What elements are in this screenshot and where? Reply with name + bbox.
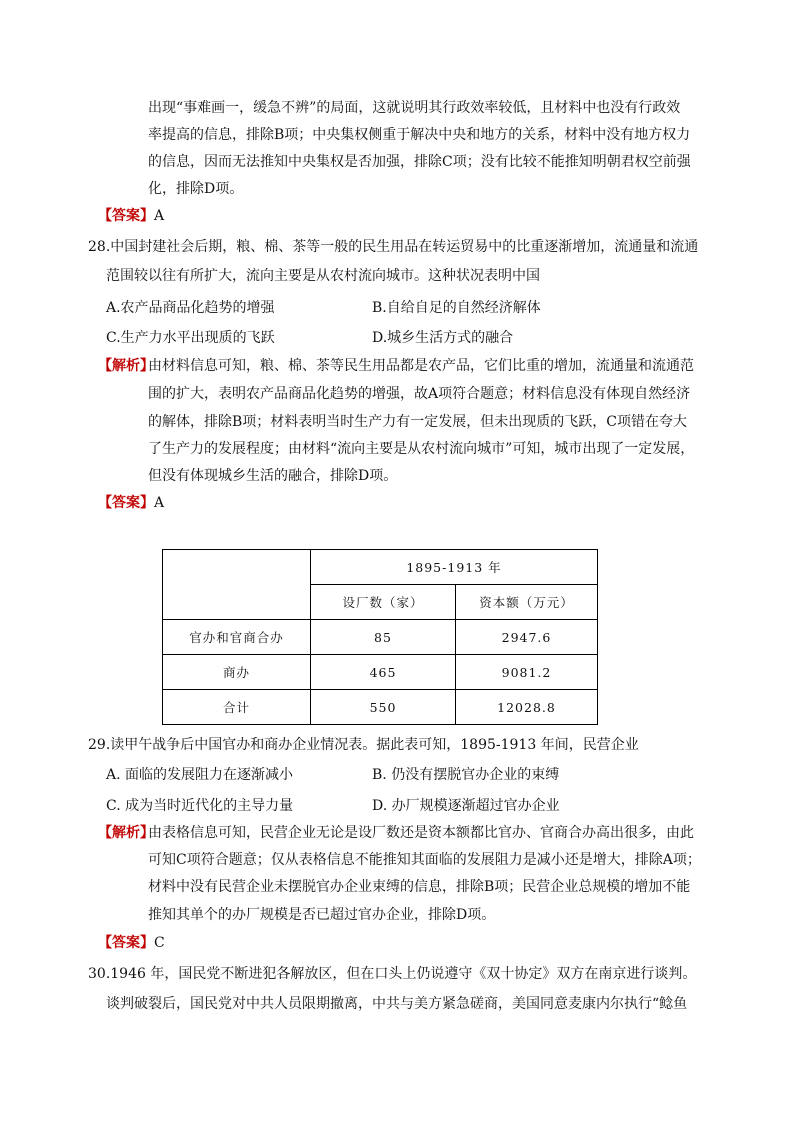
table-row <box>163 690 598 725</box>
analysis-tag: 【解析】 <box>98 825 154 841</box>
option-c: C. 成为当时近代化的主导力量 <box>106 798 294 814</box>
row-capital: 2947.6 <box>456 620 598 655</box>
analysis-line: 推知其单个的办厂规模是否已超过官办企业，排除D项。 <box>148 907 496 923</box>
answer-line <box>98 206 164 226</box>
option-d: D. 办厂规模逐渐超过官办企业 <box>372 798 560 814</box>
question-stem: 谈判破裂后，国民党对中共人员限期撤离，中共与美方紧急磋商，美国同意麦康内尔执行“鲶鱼 <box>106 996 688 1012</box>
analysis-line: 化，排除D项。 <box>148 181 244 197</box>
option-a: A.农产品商品化趋势的增强 <box>106 300 275 316</box>
option-b: B.自给自足的自然经济解体 <box>372 300 541 316</box>
table-col-capital: 资本额（万元） <box>456 585 598 620</box>
analysis-line: 了生产力的发展程度；由材料“流向主要是从农村流向城市”可知，城市出现了一定发展， <box>148 441 695 457</box>
analysis-line: 材料中没有民营企业未摆脱官办企业束缚的信息，排除B项；民营企业总规模的增加不能 <box>148 879 691 895</box>
question-stem: 30.1946 年，国民党不断进犯各解放区，但在口头上仍说遵守《双十协定》双方在南京进行谈判。 <box>88 966 697 982</box>
row-capital: 12028.8 <box>456 690 598 725</box>
analysis-line: 可知C项符合题意；仅从表格信息不能推知其面临的发展阻力是减小还是增大，排除A项； <box>148 852 701 868</box>
answer-value: A <box>154 208 165 224</box>
option-a: A. 面临的发展阻力在逐渐减小 <box>106 767 294 783</box>
row-label: 商办 <box>163 655 311 690</box>
answer-label: 【答案】 <box>98 495 154 511</box>
question-stem: 28.中国封建社会后期，粮、棉、茶等一般的民生用品在转运贸易中的比重逐渐增加，流通量和流通 <box>88 239 699 255</box>
row-factories: 465 <box>311 655 456 690</box>
enterprise-table <box>162 549 598 725</box>
row-factories: 85 <box>311 620 456 655</box>
answer-label: 【答案】 <box>98 208 154 224</box>
answer-line <box>98 493 164 513</box>
answer-value: C <box>154 935 165 951</box>
answer-value: A <box>154 495 165 511</box>
analysis-line: 出现“事难画一，缓急不辨”的局面，这就说明其行政效率较低，且材料中也没有行政效 <box>148 100 681 116</box>
analysis-label <box>98 823 154 843</box>
analysis-line: 的解体，排除B项；材料表明当时生产力有一定发展，但未出现质的飞跃，C项错在夸大 <box>148 414 687 430</box>
answer-label: 【答案】 <box>98 935 154 951</box>
row-label: 合计 <box>163 690 311 725</box>
row-factories: 550 <box>311 690 456 725</box>
question-stem: 29.读甲午战争后中国官办和商办企业情况表。据此表可知，1895-1913 年间，民营企业 <box>88 737 639 753</box>
table-row <box>163 620 598 655</box>
option-d: D.城乡生活方式的融合 <box>372 330 514 346</box>
option-b: B. 仍没有摆脱官办企业的束缚 <box>372 767 560 783</box>
analysis-line: 但没有体现城乡生活的融合，排除D项。 <box>148 468 398 484</box>
option-c: C.生产力水平出现质的飞跃 <box>106 330 275 346</box>
analysis-line: 率提高的信息，排除B项；中央集权侧重于解决中央和地方的关系，材料中没有地方权力 <box>148 127 691 143</box>
table-row <box>163 655 598 690</box>
analysis-label <box>98 356 154 376</box>
row-capital: 9081.2 <box>456 655 598 690</box>
analysis-line: 围的扩大，表明农产品商品化趋势的增强，故A项符合题意；材料信息没有体现自然经济 <box>148 386 691 402</box>
answer-line <box>98 933 165 953</box>
analysis-line: 的信息，因而无法推知中央集权是否加强，排除C项；没有比较不能推知明朝君权空前强 <box>148 154 691 170</box>
table-period-header: 1895-1913 年 <box>311 550 598 585</box>
analysis-line: 由表格信息可知，民营企业无论是设厂数还是资本额都比官办、官商合办高出很多，由此 <box>148 825 694 841</box>
table-corner <box>163 550 311 620</box>
row-label: 官办和官商合办 <box>163 620 311 655</box>
analysis-line: 由材料信息可知，粮、棉、茶等民生用品都是农产品，它们比重的增加，流通量和流通范 <box>148 358 694 374</box>
table-col-factories: 设厂数（家） <box>311 585 456 620</box>
question-stem: 范围较以往有所扩大，流向主要是从农村流向城市。这种状况表明中国 <box>106 268 540 284</box>
analysis-tag: 【解析】 <box>98 358 154 374</box>
